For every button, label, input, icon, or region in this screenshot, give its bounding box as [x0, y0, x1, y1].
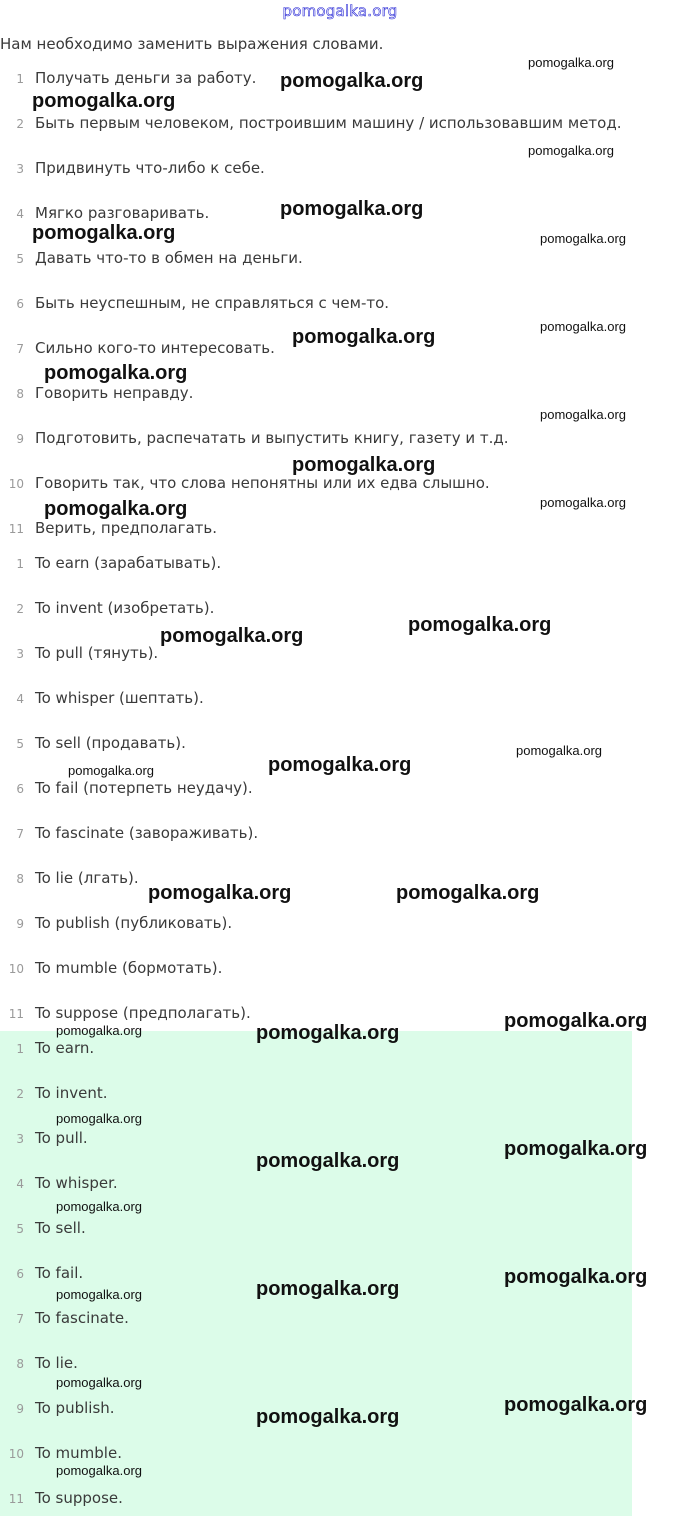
definition-item-number: 4 — [16, 207, 24, 221]
definition-item-number: 5 — [16, 252, 24, 266]
watermark-text: pomogalka.org — [528, 55, 614, 70]
definition-item-text: Подготовить, распечатать и выпустить книгу, газету и т.д. — [35, 429, 509, 447]
translation-item-text: To mumble (бормотать). — [35, 959, 223, 977]
translation-item — [0, 644, 680, 666]
answer-item-text: To sell. — [35, 1219, 86, 1237]
watermark-text: pomogalka.org — [56, 1375, 142, 1390]
answer-item-text: To earn. — [35, 1039, 95, 1057]
watermark-text: pomogalka.org — [292, 326, 436, 348]
translation-item-text: To earn (зарабатывать). — [35, 554, 222, 572]
translation-item — [0, 824, 680, 846]
translation-item-number: 4 — [16, 692, 24, 706]
watermark-text: pomogalka.org — [56, 1199, 142, 1214]
answer-item-number: 1 — [16, 1042, 24, 1056]
translation-item-text: To invent (изобретать). — [35, 599, 215, 617]
answer-item-number: 8 — [16, 1357, 24, 1371]
translation-item — [0, 914, 680, 936]
answer-item-text: To pull. — [35, 1129, 88, 1147]
answer-item-text: To invent. — [35, 1084, 108, 1102]
watermark-text: pomogalka.org — [540, 495, 626, 510]
watermark-text: pomogalka.org — [540, 319, 626, 334]
watermark-text: pomogalka.org — [44, 362, 188, 384]
translation-item-text: To suppose (предполагать). — [35, 1004, 251, 1022]
answer-item — [0, 1174, 680, 1196]
definition-item-text: Получать деньги за работу. — [35, 69, 257, 87]
definition-item-number: 9 — [16, 432, 24, 446]
translation-item-text: To whisper (шептать). — [35, 689, 204, 707]
translation-item-number: 7 — [16, 827, 24, 841]
watermark-text: pomogalka.org — [504, 1394, 648, 1416]
watermark-text: pomogalka.org — [256, 1406, 400, 1428]
answer-item — [0, 1084, 680, 1106]
watermark-text: pomogalka.org — [540, 231, 626, 246]
definition-item-text: Быть неуспешным, не справляться с чем-то. — [35, 294, 390, 312]
watermark-text: pomogalka.org — [56, 1463, 142, 1478]
watermark-text: pomogalka.org — [56, 1287, 142, 1302]
watermark-text: pomogalka.org — [540, 407, 626, 422]
answer-item-number: 6 — [16, 1267, 24, 1281]
answer-item-number: 4 — [16, 1177, 24, 1191]
translation-item-text: To fascinate (завораживать). — [35, 824, 259, 842]
task-intro: Нам необходимо заменить выражения словами. — [0, 35, 384, 53]
definition-item-number: 8 — [16, 387, 24, 401]
answer-item-number: 11 — [8, 1492, 24, 1506]
translation-item-number: 3 — [16, 647, 24, 661]
definition-item-text: Придвинуть что-либо к себе. — [35, 159, 265, 177]
watermark-text: pomogalka.org — [44, 498, 188, 520]
answer-item — [0, 1354, 680, 1376]
watermark-text: pomogalka.org — [528, 143, 614, 158]
watermark-text: pomogalka.org — [148, 882, 292, 904]
definition-item-number: 6 — [16, 297, 24, 311]
translation-item — [0, 599, 680, 621]
answer-item-text: To mumble. — [35, 1444, 122, 1462]
translation-item-text: To lie (лгать). — [35, 869, 139, 887]
translation-item-number: 1 — [16, 557, 24, 571]
watermark-text: pomogalka.org — [160, 625, 304, 647]
translation-item — [0, 869, 680, 891]
answer-item-text: To whisper. — [35, 1174, 118, 1192]
watermark-text: pomogalka.org — [68, 763, 154, 778]
watermark-text: pomogalka.org — [256, 1022, 400, 1044]
definition-item-text: Говорить неправду. — [35, 384, 194, 402]
definition-item-number: 1 — [16, 72, 24, 86]
watermark-text: pomogalka.org — [256, 1150, 400, 1172]
answer-item-text: To lie. — [35, 1354, 78, 1372]
definition-item-text: Верить, предполагать. — [35, 519, 218, 537]
translation-item-text: To fail (потерпеть неудачу). — [35, 779, 253, 797]
definition-item-text: Быть первым человеком, построившим машину / использовавшим метод. — [35, 114, 622, 132]
translation-item-number: 10 — [8, 962, 24, 976]
definition-item — [0, 159, 680, 181]
answer-item — [0, 1309, 680, 1331]
answer-item-text: To fail. — [35, 1264, 84, 1282]
translation-item-number: 6 — [16, 782, 24, 796]
answer-item-text: To publish. — [35, 1399, 115, 1417]
definition-item-text: Давать что-то в обмен на деньги. — [35, 249, 303, 267]
watermark-text: pomogalka.org — [32, 222, 176, 244]
translation-item-text: To publish (публиковать). — [35, 914, 233, 932]
watermark-text: pomogalka.org — [516, 743, 602, 758]
definition-item — [0, 429, 680, 451]
definition-item-number: 7 — [16, 342, 24, 356]
translation-item-number: 8 — [16, 872, 24, 886]
watermark-text: pomogalka.org — [396, 882, 540, 904]
answer-item-number: 2 — [16, 1087, 24, 1101]
answer-item-number: 7 — [16, 1312, 24, 1326]
answer-item-text: To suppose. — [35, 1489, 123, 1507]
watermark-text: pomogalka.org — [56, 1111, 142, 1126]
answer-item-number: 9 — [16, 1402, 24, 1416]
answer-item-number: 3 — [16, 1132, 24, 1146]
translation-item-text: To sell (продавать). — [35, 734, 186, 752]
definition-item — [0, 294, 680, 316]
answer-item-number: 10 — [8, 1447, 24, 1461]
translation-item-number: 11 — [8, 1007, 24, 1021]
watermark-text: pomogalka.org — [56, 1023, 142, 1038]
definition-item-number: 10 — [8, 477, 24, 491]
translation-item — [0, 554, 680, 576]
definition-item — [0, 249, 680, 271]
definition-item — [0, 114, 680, 136]
translation-item-number: 9 — [16, 917, 24, 931]
watermark-text: pomogalka.org — [408, 614, 552, 636]
definition-item — [0, 474, 680, 496]
watermark-text: pomogalka.org — [504, 1010, 648, 1032]
translation-item — [0, 959, 680, 981]
watermark-text: pomogalka.org — [280, 198, 424, 220]
translation-item-number: 5 — [16, 737, 24, 751]
translation-item-number: 2 — [16, 602, 24, 616]
watermark-text: pomogalka.org — [292, 454, 436, 476]
watermark-text: pomogalka.org — [268, 754, 412, 776]
answer-item-text: To fascinate. — [35, 1309, 129, 1327]
answer-item-number: 5 — [16, 1222, 24, 1236]
site-header-link[interactable]: pomogalka.org — [282, 2, 398, 20]
definition-item-text: Мягко разговаривать. — [35, 204, 210, 222]
definition-item — [0, 384, 680, 406]
watermark-text: pomogalka.org — [504, 1138, 648, 1160]
answer-item — [0, 1489, 680, 1511]
definition-item-number: 2 — [16, 117, 24, 131]
translation-item — [0, 689, 680, 711]
watermark-text: pomogalka.org — [32, 90, 176, 112]
answer-item — [0, 1219, 680, 1241]
translation-item-text: To pull (тянуть). — [35, 644, 159, 662]
definition-item-number: 11 — [8, 522, 24, 536]
definition-item-text: Говорить так, что слова непонятны или их едва слышно. — [35, 474, 490, 492]
definition-item — [0, 519, 680, 541]
translation-item — [0, 779, 680, 801]
watermark-text: pomogalka.org — [256, 1278, 400, 1300]
watermark-text: pomogalka.org — [280, 70, 424, 92]
definition-item-number: 3 — [16, 162, 24, 176]
watermark-text: pomogalka.org — [504, 1266, 648, 1288]
definition-item-text: Сильно кого-то интересовать. — [35, 339, 275, 357]
